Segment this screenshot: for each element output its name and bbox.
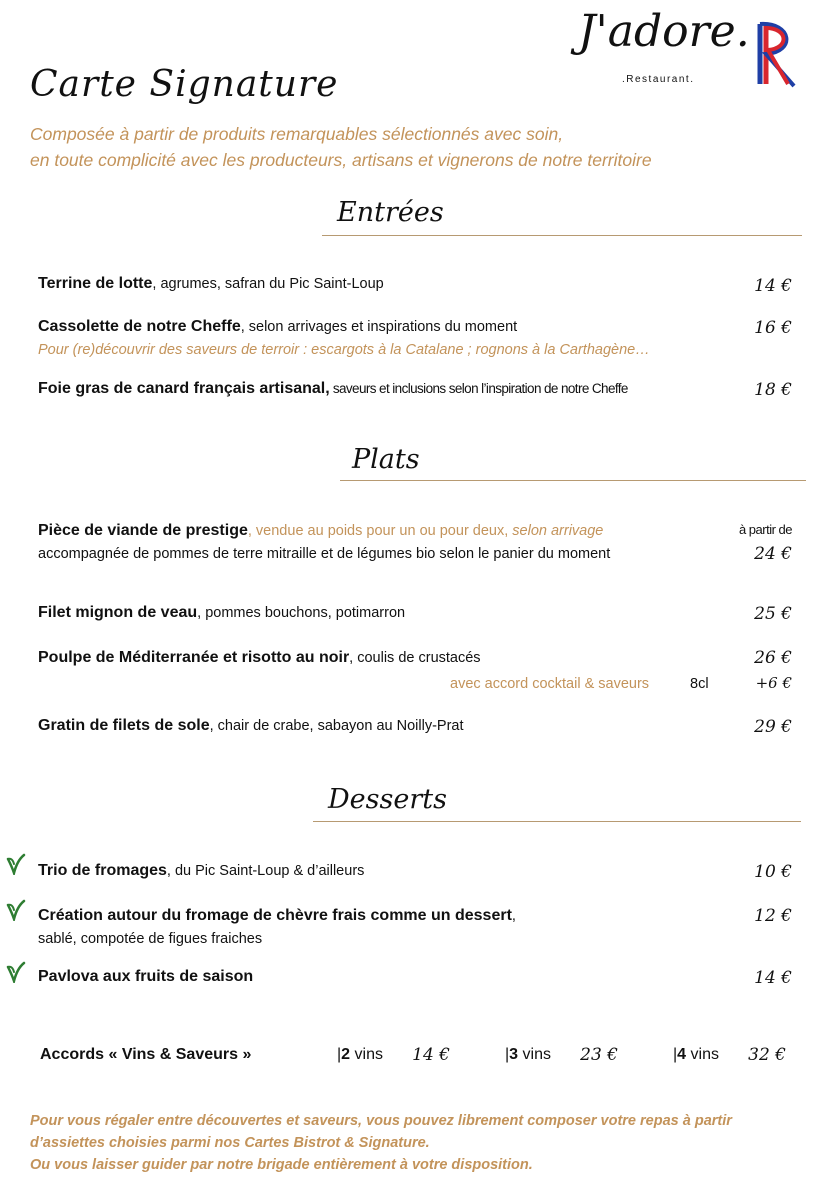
item-price: 29 €	[754, 717, 792, 737]
item-desc-italic: selon arrivage	[512, 523, 604, 539]
accord-price: +6 €	[755, 674, 792, 692]
footer-text	[30, 1110, 800, 1176]
accord-quantity: 8cl	[690, 676, 709, 692]
intro-text	[30, 121, 770, 173]
accord-option-count: 2	[341, 1046, 351, 1063]
price-prefix: à partir de	[738, 522, 792, 537]
menu-item	[38, 378, 628, 400]
item-desc: , du Pic Saint-Loup & d’ailleurs	[166, 863, 365, 879]
item-desc: , agrumes, safran du Pic Saint-Loup	[152, 276, 384, 292]
section-title-desserts: Desserts	[328, 784, 447, 815]
item-desc: , pommes bouchons, potimarron	[197, 605, 406, 621]
footer-line: Pour vous régaler entre découvertes et saveurs, vous pouvez librement composer votre repas à partir	[30, 1113, 732, 1129]
item-price: 10 €	[754, 862, 792, 882]
item-desc: ,	[511, 908, 516, 924]
vegetarian-leaf-icon	[6, 853, 26, 875]
item-name: Gratin de filets de sole	[38, 717, 210, 734]
item-price: 18 €	[754, 380, 792, 400]
item-price: 14 €	[754, 968, 792, 988]
section-title-plats: Plats	[352, 444, 420, 475]
tricolor-r-logo-icon	[752, 18, 800, 90]
page-title: Carte Signature	[30, 64, 339, 105]
menu-item	[38, 273, 384, 295]
item-desc-line2: accompagnée de pommes de terre mitraille et de légumes bio selon le panier du moment	[38, 546, 611, 562]
item-name: Terrine de lotte	[38, 275, 153, 292]
accord-option-price: 14 €	[412, 1045, 450, 1065]
vegetarian-leaf-icon	[6, 899, 26, 921]
accord-option: |4 vins	[673, 1046, 719, 1063]
item-desc: , chair de crabe, sabayon au Noilly-Prat	[209, 718, 464, 734]
accord-option: |2 vins	[337, 1046, 383, 1063]
menu-item	[38, 602, 405, 624]
item-desc: saveurs et inclusions selon l’inspiration de notre Cheffe	[329, 381, 628, 396]
accord-option-price: 23 €	[580, 1045, 618, 1065]
menu-item	[38, 647, 481, 669]
item-name: Poulpe de Méditerranée et risotto au noir	[38, 649, 350, 666]
item-price: 25 €	[754, 604, 792, 624]
menu-item	[38, 860, 364, 882]
footer-line: Ou vous laisser guider par notre brigade entièrement à votre disposition.	[30, 1157, 533, 1173]
item-name: Pièce de viande de prestige	[38, 522, 248, 539]
item-note: Pour (re)découvrir des saveurs de terroir : escargots à la Catalane ; rognons à la Carthagène…	[38, 342, 650, 358]
accord-option-unit: vins	[350, 1046, 383, 1063]
item-desc: , vendue au poids pour un ou pour deux,	[247, 523, 513, 539]
item-name: Cassolette de notre Cheffe	[38, 318, 241, 335]
menu-item	[38, 905, 516, 927]
menu-item	[38, 966, 253, 988]
accord-option-count: 3	[509, 1046, 519, 1063]
intro-line: en toute complicité avec les producteurs, artisans et vignerons de notre territoire	[30, 150, 652, 170]
accords-label-text: Accords « Vins & Saveurs »	[40, 1046, 252, 1063]
menu-item	[38, 316, 517, 338]
item-price: 26 €	[754, 648, 792, 668]
logo-script: J'adore.	[578, 6, 750, 57]
vegetarian-leaf-icon	[6, 961, 26, 983]
accord-option-count: 4	[677, 1046, 687, 1063]
menu-item	[38, 715, 464, 737]
section-divider	[340, 480, 806, 481]
accord-option: |3 vins	[505, 1046, 551, 1063]
item-name: Pavlova aux fruits de saison	[38, 968, 254, 985]
accord-option-unit: vins	[518, 1046, 551, 1063]
item-name: Foie gras de canard français artisanal,	[38, 380, 330, 397]
item-price: 16 €	[754, 318, 792, 338]
accord-option-unit: vins	[686, 1046, 719, 1063]
item-name: Filet mignon de veau	[38, 604, 198, 621]
section-title-entrees: Entrées	[337, 197, 444, 228]
section-divider	[322, 235, 802, 236]
item-name: Trio de fromages	[38, 862, 167, 879]
section-divider	[313, 821, 801, 822]
menu-item	[38, 520, 603, 542]
footer-line: d’assiettes choisies parmi nos Cartes Bistrot & Signature.	[30, 1135, 430, 1151]
item-desc: , coulis de crustacés	[349, 650, 481, 666]
accords-label	[40, 1044, 251, 1066]
item-price: 14 €	[754, 276, 792, 296]
item-desc: , selon arrivages et inspirations du moment	[240, 319, 518, 335]
intro-line: Composée à partir de produits remarquables sélectionnés avec soin,	[30, 124, 564, 144]
item-name: Création autour du fromage de chèvre frais comme un dessert	[38, 907, 512, 924]
item-price: 24 €	[754, 544, 792, 564]
item-desc-line2: sablé, compotée de figues fraiches	[38, 931, 263, 947]
logo-subtitle: .Restaurant.	[622, 74, 695, 85]
item-price: 12 €	[754, 906, 792, 926]
accord-cocktail: avec accord cocktail & saveurs	[450, 676, 650, 692]
accord-option-price: 32 €	[748, 1045, 786, 1065]
